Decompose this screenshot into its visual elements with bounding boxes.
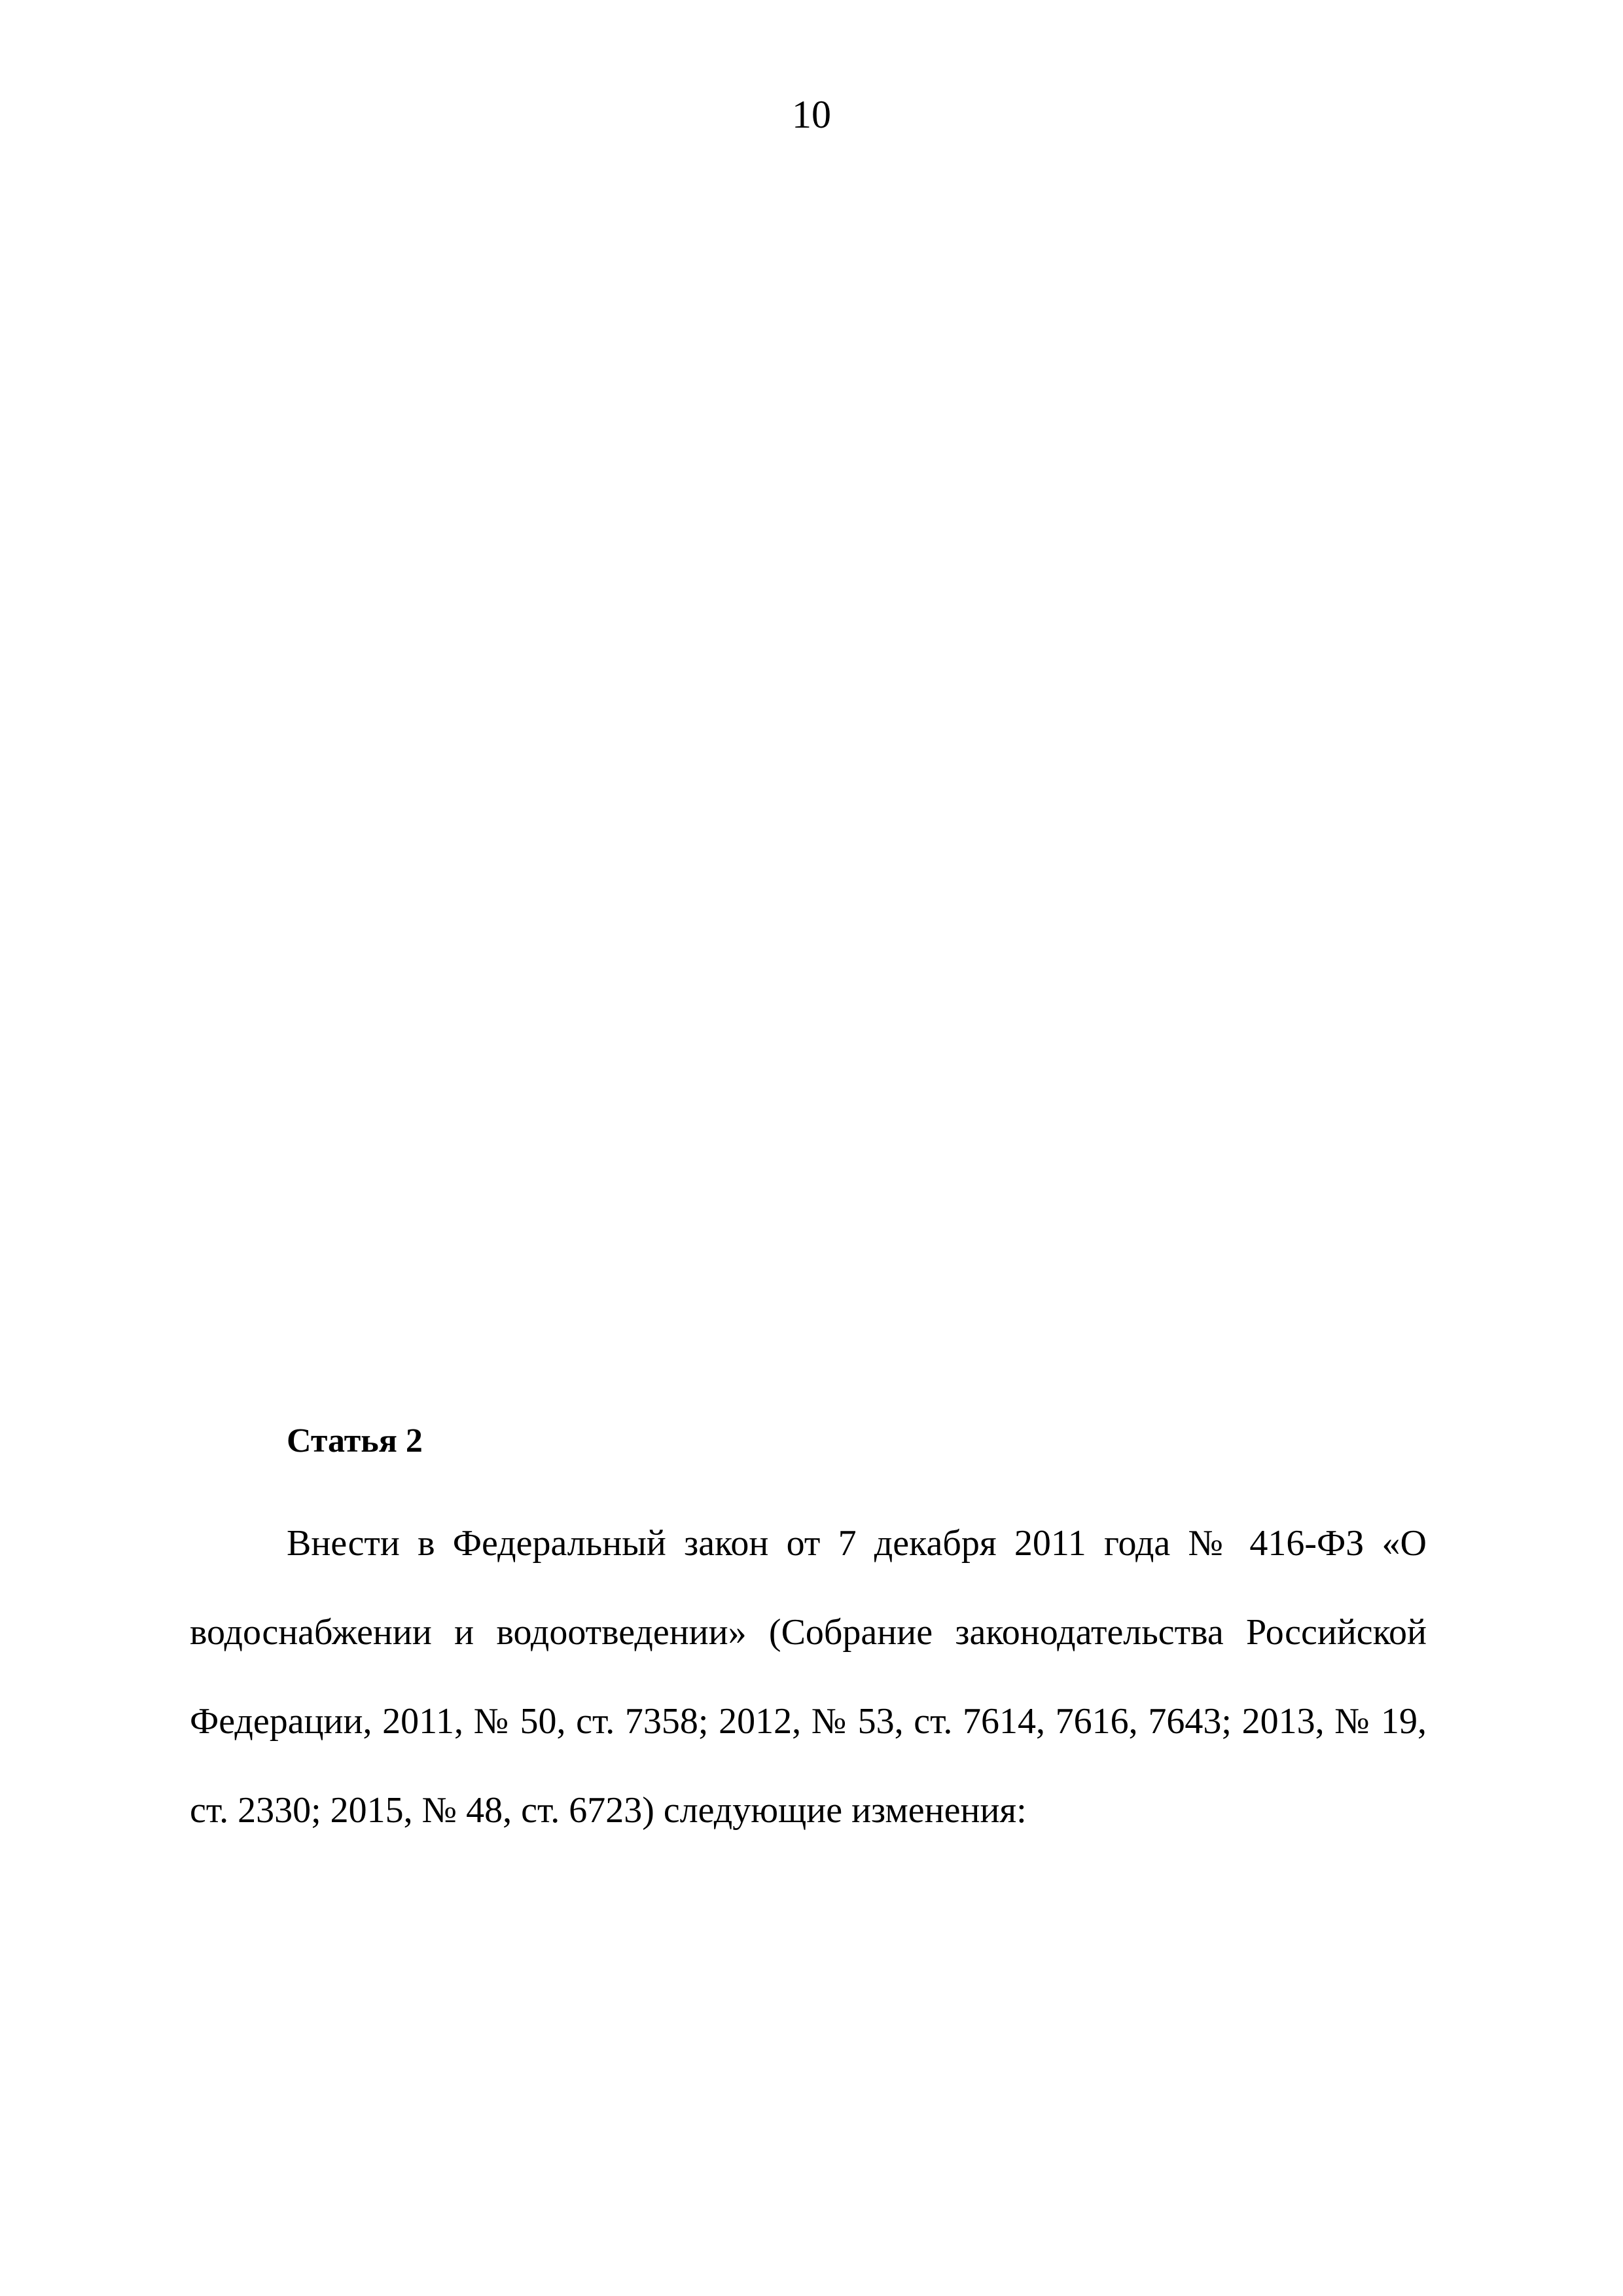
- article-paragraph: Внести в Федеральный закон от 7 декабря 2011 года № 416-ФЗ «О водоснабжении и водоотведении» (Собрание законодательства Российской Федерации, 2011, № 50, ст. 7358; 2012, № 53, ст. 7614, 7616, 7643; 2013, № 19, ст. 2330; 2015, № 48, ст. 6723) следующие изменения:: [190, 1523, 1427, 1831]
- page-number: 10: [792, 93, 831, 136]
- article-heading: Статья 2: [287, 1422, 423, 1460]
